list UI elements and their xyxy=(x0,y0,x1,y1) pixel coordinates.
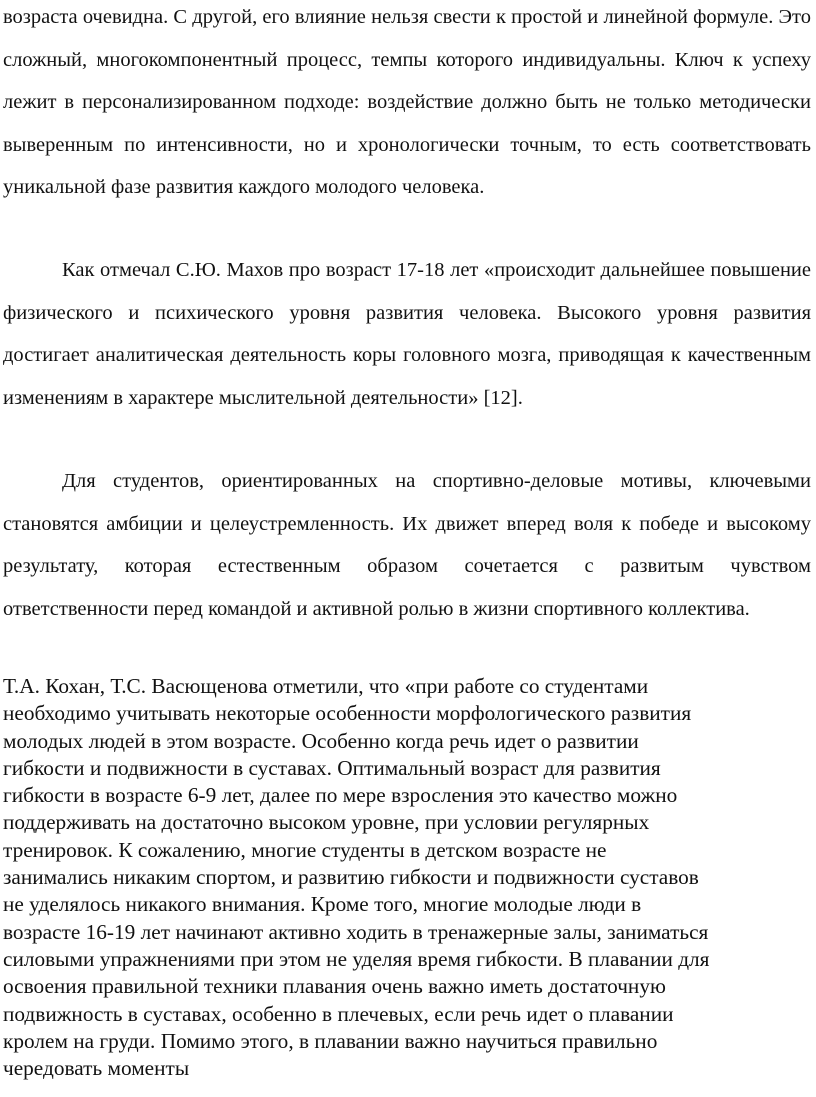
text-line: силовыми упражнениями при этом не уделяя время гибкости. В плавании для xyxy=(3,946,710,971)
paragraph-sport-motives: Для студентов, ориентированных на спортивно-деловые мотивы, ключевыми становятся амбиции и целеустремленность. Их движет вперед воля к победе и высокому результату, которая естественным образом сочетается с развитым чувством ответственности перед командой и активной ролью в жизни спортивного коллектива. xyxy=(3,470,811,620)
text-line: чередовать моменты xyxy=(3,1056,190,1081)
text-line: молодых людей в этом возрасте. Особенно когда речь идет о развитии xyxy=(3,728,639,753)
text-line: занимались никаким спортом, и развитию гибкости и подвижности суставов xyxy=(3,865,699,890)
text-line: подвижность в суставах, особенно в плечевых, если речь идет о плавании xyxy=(3,1001,674,1026)
paragraph-age-development: возраста очевидна. С другой, его влияние нельзя свести к простой и линейной формуле. Это сложный, многокомпонентный процесс, темпы которого индивидуальны. Ключ к успеху лежит в персонализированном подходе: воздействие должно быть не только методически выверенным по интенсивности, но и хронологически точным, то есть соответствовать уникальной фазе развития каждого молодого человека. xyxy=(3,6,811,199)
paragraph-makhov-quote: Как отмечал С.Ю. Махов про возраст 17-18 лет «происходит дальнейшее повышение физического и психического уровня развития человека. Высокого уровня развития достигает аналитическая деятельность коры головного мозга, приводящая к качественным изменениям в характере мыслительной деятельности» [12]. xyxy=(3,259,811,409)
paragraph-kokhan-quote xyxy=(3,673,815,1082)
text-line: необходимо учитывать некоторые особенности морфологического развития xyxy=(3,701,692,726)
text-line: поддерживать на достаточно высоком уровне, при условии регулярных xyxy=(3,810,650,835)
text-line: Т.А. Кохан, Т.С. Васющенова отметили, что «при работе со студентами xyxy=(3,674,649,698)
text-line: гибкости и подвижности в суставах. Оптимальный возраст для развития xyxy=(3,755,661,780)
text-line: гибкости в возрасте 6-9 лет, далее по мере взросления это качество можно xyxy=(3,783,678,808)
text-line: не уделялось никакого внимания. Кроме того, многие молодые люди в xyxy=(3,892,642,917)
text-line: освоения правильной техники плавания очень важно иметь достаточную xyxy=(3,974,666,999)
text-line: возрасте 16-19 лет начинают активно ходить в тренажерные залы, заниматься xyxy=(3,919,709,944)
text-line: тренировок. К сожалению, многие студенты в детском возрасте не xyxy=(3,837,607,862)
text-line: кролем на груди. Помимо этого, в плавании важно научиться правильно xyxy=(3,1028,658,1053)
